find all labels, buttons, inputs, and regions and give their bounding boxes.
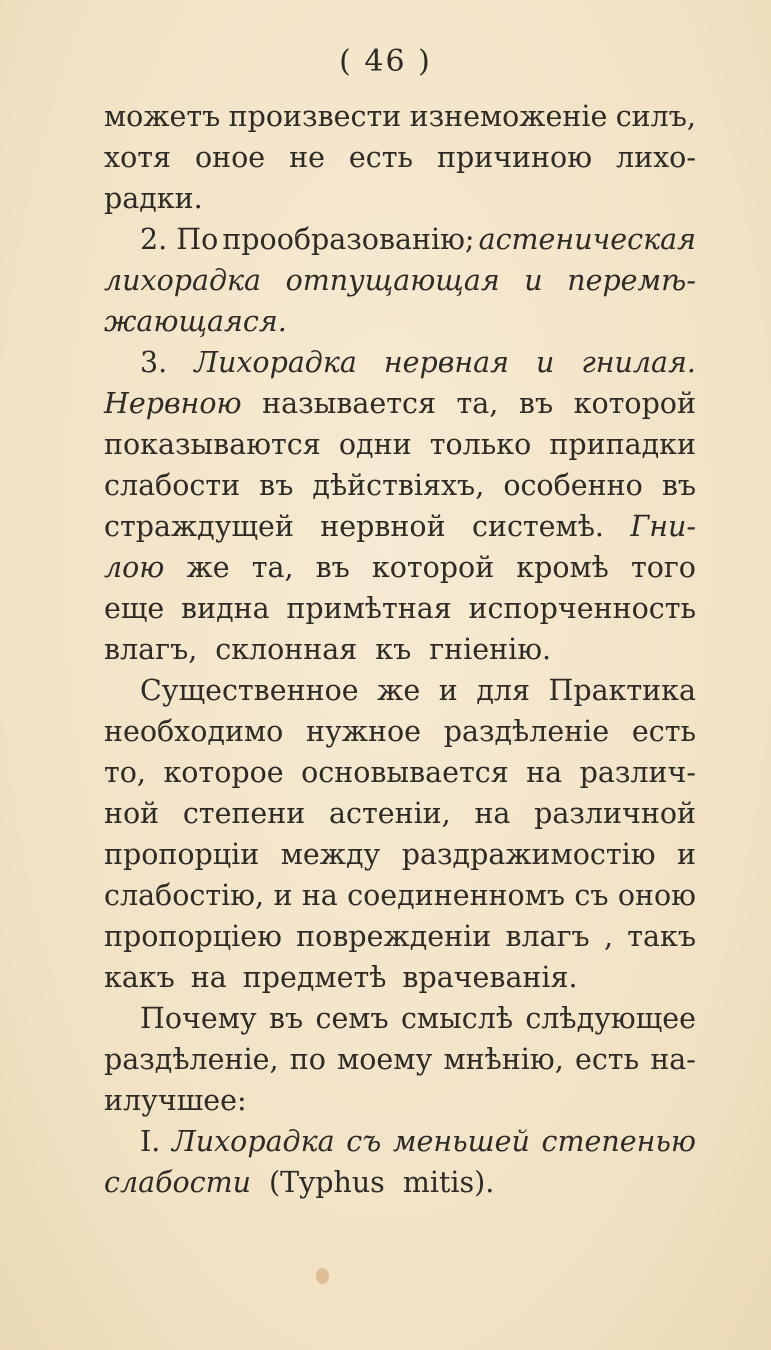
word: слабости: [104, 469, 241, 502]
word: которое: [163, 756, 284, 789]
word: Почему: [140, 1002, 257, 1035]
word: радки.: [104, 182, 203, 215]
word: испорченность: [468, 592, 696, 625]
word: не: [289, 141, 325, 174]
word: произвести: [228, 100, 402, 133]
word: по: [289, 1043, 326, 1076]
text-line: [104, 260, 696, 301]
text-line: [104, 916, 696, 957]
text-line: [104, 629, 696, 670]
text-line: [104, 547, 696, 588]
word: хотя: [104, 141, 171, 174]
word: прообразованiю;: [222, 223, 475, 256]
text-line: [104, 670, 696, 711]
text-line: [104, 957, 696, 998]
word: соединенномъ: [347, 879, 566, 912]
text-line: [104, 1080, 696, 1121]
word: между: [280, 838, 381, 871]
word: есть: [348, 141, 414, 174]
text-line: [104, 383, 696, 424]
word: есть: [574, 1043, 640, 1076]
italic-term: Лихорадка: [171, 1125, 335, 1158]
word: Существенное: [140, 674, 359, 707]
word: раздѣленiе: [443, 715, 610, 748]
word: на: [190, 961, 227, 994]
page-text: [104, 96, 696, 1203]
word: такъ: [627, 920, 696, 953]
word: еще: [104, 592, 165, 625]
word: жающаяся.: [104, 305, 287, 338]
text-line: [104, 96, 696, 137]
word: различной: [534, 797, 696, 830]
text-line: [104, 588, 696, 629]
text-line: [104, 1162, 696, 1203]
word: различ-: [579, 756, 696, 789]
text-line: [104, 219, 696, 260]
text-line: [104, 424, 696, 465]
italic-term: астеническая: [478, 223, 696, 256]
word: раздѣленiе,: [104, 1043, 279, 1076]
word: то,: [104, 756, 146, 789]
text-line: [104, 1121, 696, 1162]
italic-term: лою: [104, 551, 165, 584]
word: слѣдующее: [525, 1002, 696, 1035]
word: съ: [574, 879, 609, 912]
italic-term: меньшей: [392, 1125, 530, 1158]
word: влагъ: [505, 920, 590, 953]
word: примѣтная: [286, 592, 452, 625]
word: слабостiю,: [104, 879, 265, 912]
word: перемѣ-: [567, 264, 696, 297]
word: страждущей: [104, 510, 294, 543]
italic-term: слабости: [104, 1166, 251, 1199]
word: та,: [456, 387, 499, 420]
word: пропорцiею: [104, 920, 282, 953]
word: лихо-: [615, 141, 696, 174]
word: кромѣ: [516, 551, 609, 584]
word: 2. По: [140, 223, 219, 256]
text-line: [104, 998, 696, 1039]
text-line: [104, 301, 696, 342]
word: есть: [631, 715, 696, 748]
word: илучшее:: [104, 1084, 247, 1117]
word: оное: [194, 141, 266, 174]
word: въ: [518, 387, 554, 420]
paper-stain: [576, 934, 584, 942]
word: показываются: [104, 428, 321, 461]
word: для: [476, 674, 530, 707]
word: раздражимостiю: [401, 838, 656, 871]
word: и: [438, 674, 458, 707]
word: основывается: [301, 756, 509, 789]
italic-term: съ: [346, 1125, 382, 1158]
italic-term: Нервною: [104, 387, 242, 420]
word: на: [526, 756, 563, 789]
word: на-: [650, 1043, 696, 1076]
word: мнѣнiю,: [443, 1043, 564, 1076]
paper-stain: [316, 1268, 329, 1284]
word: гнiенiю.: [429, 633, 552, 666]
word: ной: [104, 797, 160, 830]
word: влагъ,: [104, 633, 198, 666]
italic-term: и: [536, 346, 555, 379]
italic-term: степенью: [541, 1125, 696, 1158]
word: въ: [661, 469, 696, 502]
word: одни: [338, 428, 412, 461]
word: системѣ.: [471, 510, 604, 543]
word: какъ: [104, 961, 175, 994]
word: можетъ: [104, 100, 221, 133]
word: врачеванiя.: [402, 961, 578, 994]
word: которой: [371, 551, 495, 584]
paper-stain: [566, 732, 574, 740]
word: въ: [315, 551, 350, 584]
word: въ: [259, 469, 294, 502]
word: смыслѣ: [400, 1002, 514, 1035]
text-line: [104, 834, 696, 875]
text-line: [104, 342, 696, 383]
text-line: [104, 465, 696, 506]
text-line: [104, 793, 696, 834]
word: предметѣ: [242, 961, 387, 994]
word: на: [301, 879, 338, 912]
text-line: [104, 137, 696, 178]
word: и: [524, 264, 543, 297]
page-number: ( 46 ): [339, 44, 432, 79]
text-line: [104, 178, 696, 219]
word: особенно: [503, 469, 643, 502]
word: нервной: [320, 510, 446, 543]
word: семъ: [315, 1002, 389, 1035]
word: только: [429, 428, 532, 461]
text-line: [104, 752, 696, 793]
word: въ: [268, 1002, 304, 1035]
italic-term: нервная: [383, 346, 509, 379]
word: пропорцiи: [104, 838, 260, 871]
text-line: [104, 1039, 696, 1080]
word: причиною: [436, 141, 593, 174]
word: степени: [182, 797, 306, 830]
word: лихорадка: [104, 264, 262, 297]
word: необходимо: [104, 715, 284, 748]
word: та,: [251, 551, 294, 584]
word: оною: [617, 879, 696, 912]
word: которой: [573, 387, 696, 420]
word: (Typhus: [269, 1166, 385, 1199]
word: нужное: [305, 715, 421, 748]
word: же: [377, 674, 421, 707]
word: mitis).: [402, 1166, 495, 1199]
word: астенiи,: [328, 797, 451, 830]
word: припадки: [549, 428, 696, 461]
italic-term: Гни-: [630, 510, 696, 543]
word: силъ,: [615, 100, 696, 133]
word: видна: [181, 592, 270, 625]
word: 3.: [140, 346, 168, 379]
word: моему: [337, 1043, 433, 1076]
word: поврежденiи: [296, 920, 492, 953]
word: того: [630, 551, 696, 584]
word: же: [186, 551, 230, 584]
text-line: [104, 506, 696, 547]
word: къ: [375, 633, 412, 666]
word: и: [676, 838, 696, 871]
italic-term: Лихорадка: [194, 346, 357, 379]
word: отпущающая: [285, 264, 500, 297]
word: на: [474, 797, 511, 830]
word: изнеможенiе: [409, 100, 608, 133]
word: и: [273, 879, 293, 912]
text-line: [104, 875, 696, 916]
word: дѣйствiяхъ,: [312, 469, 485, 502]
word: Практика: [548, 674, 696, 707]
word: называется: [262, 387, 436, 420]
text-line: [104, 711, 696, 752]
word: ,: [603, 920, 613, 953]
word: I.: [140, 1125, 161, 1158]
italic-term: гнилая.: [581, 346, 696, 379]
word: склонная: [215, 633, 358, 666]
